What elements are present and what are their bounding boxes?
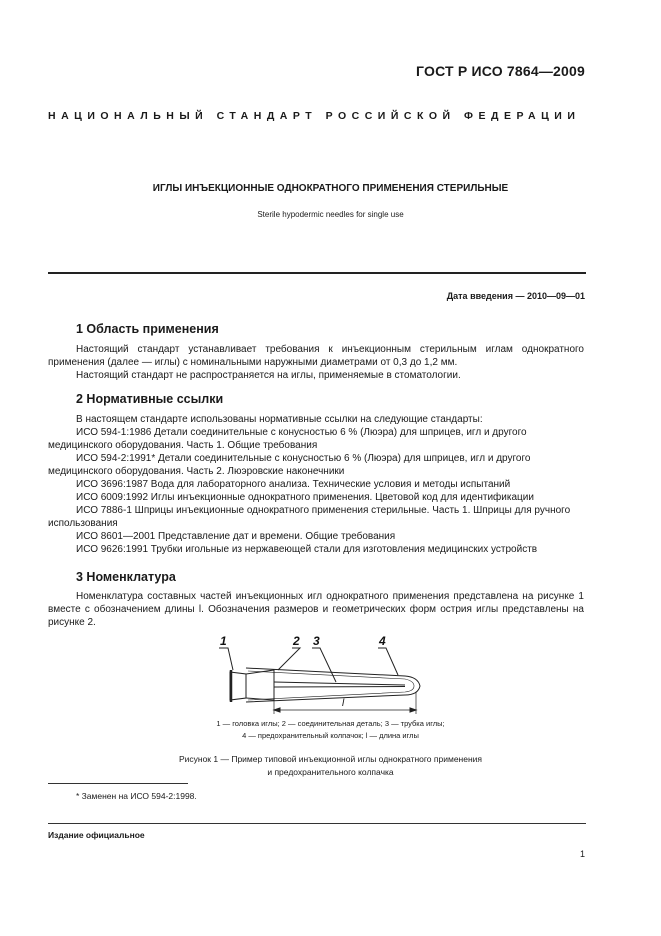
section-2-body <box>48 413 584 556</box>
needle-tube <box>274 682 405 687</box>
figure-legend-line-2: 4 — предохранительный колпачок; l — длина иглы <box>242 731 419 740</box>
edition-label: Издание официальное <box>48 830 145 840</box>
national-standard-heading: НАЦИОНАЛЬНЫЙ СТАНДАРТ РОССИЙСКОЙ ФЕДЕРАЦИИ <box>48 110 581 122</box>
section-1-heading: 1 Область применения <box>76 322 219 336</box>
gost-number: ГОСТ Р ИСО 7864—2009 <box>416 63 585 79</box>
normative-reference: ИСО 7886-1 Шприцы инъекционные однократного применения стерильные. Часть 1. Шприцы для ручного использования <box>48 505 571 529</box>
leader-line-4 <box>378 648 398 675</box>
dimension-arrow-right <box>410 708 416 712</box>
normative-reference: ИСО 6009:1992 Иглы инъекционные однократного применения. Цветовой код для идентификации <box>76 492 534 503</box>
needle-connector <box>246 670 274 700</box>
leader-line-3 <box>312 648 336 682</box>
dimension-label-l: l <box>342 698 345 709</box>
needle-diagram <box>200 630 440 720</box>
label-1: 1 <box>220 634 227 648</box>
top-rule <box>48 272 586 274</box>
figure-caption <box>0 753 661 779</box>
footnote-rule <box>48 783 188 784</box>
section-1-paragraph-2: Настоящий стандарт не распространяется на иглы, применяемые в стоматологии. <box>76 370 461 381</box>
normative-reference: ИСО 9626:1991 Трубки игольные из нержавеющей стали для изготовления медицинских устройств <box>76 544 538 555</box>
dimension-arrow-left <box>274 708 280 712</box>
footnote: * Заменен на ИСО 594-2:1998. <box>76 791 197 801</box>
introduction-date: Дата введения — 2010—09—01 <box>446 291 585 301</box>
document-title: ИГЛЫ ИНЪЕКЦИОННЫЕ ОДНОКРАТНОГО ПРИМЕНЕНИЯ СТЕРИЛЬНЫЕ <box>152 183 509 194</box>
section-3-body <box>48 590 584 629</box>
section-3-paragraph-1: Номенклатура составных частей инъекционных игл однократного применения представлена на рисунке 1 вместе с обозначением длины l. Обозначения размеров и геометрических форм острия иглы представлены на рисунке 2. <box>48 591 584 628</box>
label-3: 3 <box>313 634 320 648</box>
leader-line-1 <box>219 648 233 670</box>
leader-line-2 <box>278 648 300 670</box>
figure-caption-line-1: Рисунок 1 — Пример типовой инъекционной иглы однократного применения <box>178 754 483 764</box>
figure-legend <box>0 718 661 742</box>
figure-legend-line-1: 1 — головка иглы; 2 — соединительная деталь; 3 — трубка иглы; <box>216 719 445 728</box>
normative-reference: ИСО 3696:1987 Вода для лабораторного анализа. Технические условия и методы испытаний <box>76 479 511 490</box>
figure-caption-line-2: и предохранительного колпачка <box>267 767 394 777</box>
normative-reference: ИСО 8601—2001 Представление дат и времени. Общие требования <box>76 531 396 542</box>
needle-hub <box>230 672 246 700</box>
normative-reference: ИСО 594-1:1986 Детали соединительные с конусностью 6 % (Люэра) для шприцев, игл и другого медицинского оборудования. Часть 1. Общие требования <box>48 427 527 451</box>
bottom-rule <box>48 823 586 824</box>
document-title-en: Sterile hypodermic needles for single use <box>257 210 404 219</box>
section-2-heading: 2 Нормативные ссылки <box>76 392 224 406</box>
section-1-paragraph-1: Настоящий стандарт устанавливает требования к инъекционным стерильным иглам однократного применения (далее — иглы) с номинальными наружными диаметрами от 0,3 до 1,2 мм. <box>48 344 584 368</box>
page-number: 1 <box>579 849 585 859</box>
normative-reference: ИСО 594-2:1991* Детали соединительные с конусностью 6 % (Люэра) для шприцев, игл и другого медицинского оборудования. Часть 2. Люэровские наконечники <box>48 453 531 477</box>
label-2: 2 <box>293 634 300 648</box>
section-3-heading: 3 Номенклатура <box>76 570 176 584</box>
section-1-body <box>48 343 584 382</box>
label-4: 4 <box>379 634 386 648</box>
section-2-intro: В настоящем стандарте использованы нормативные ссылки на следующие стандарты: <box>76 414 483 425</box>
